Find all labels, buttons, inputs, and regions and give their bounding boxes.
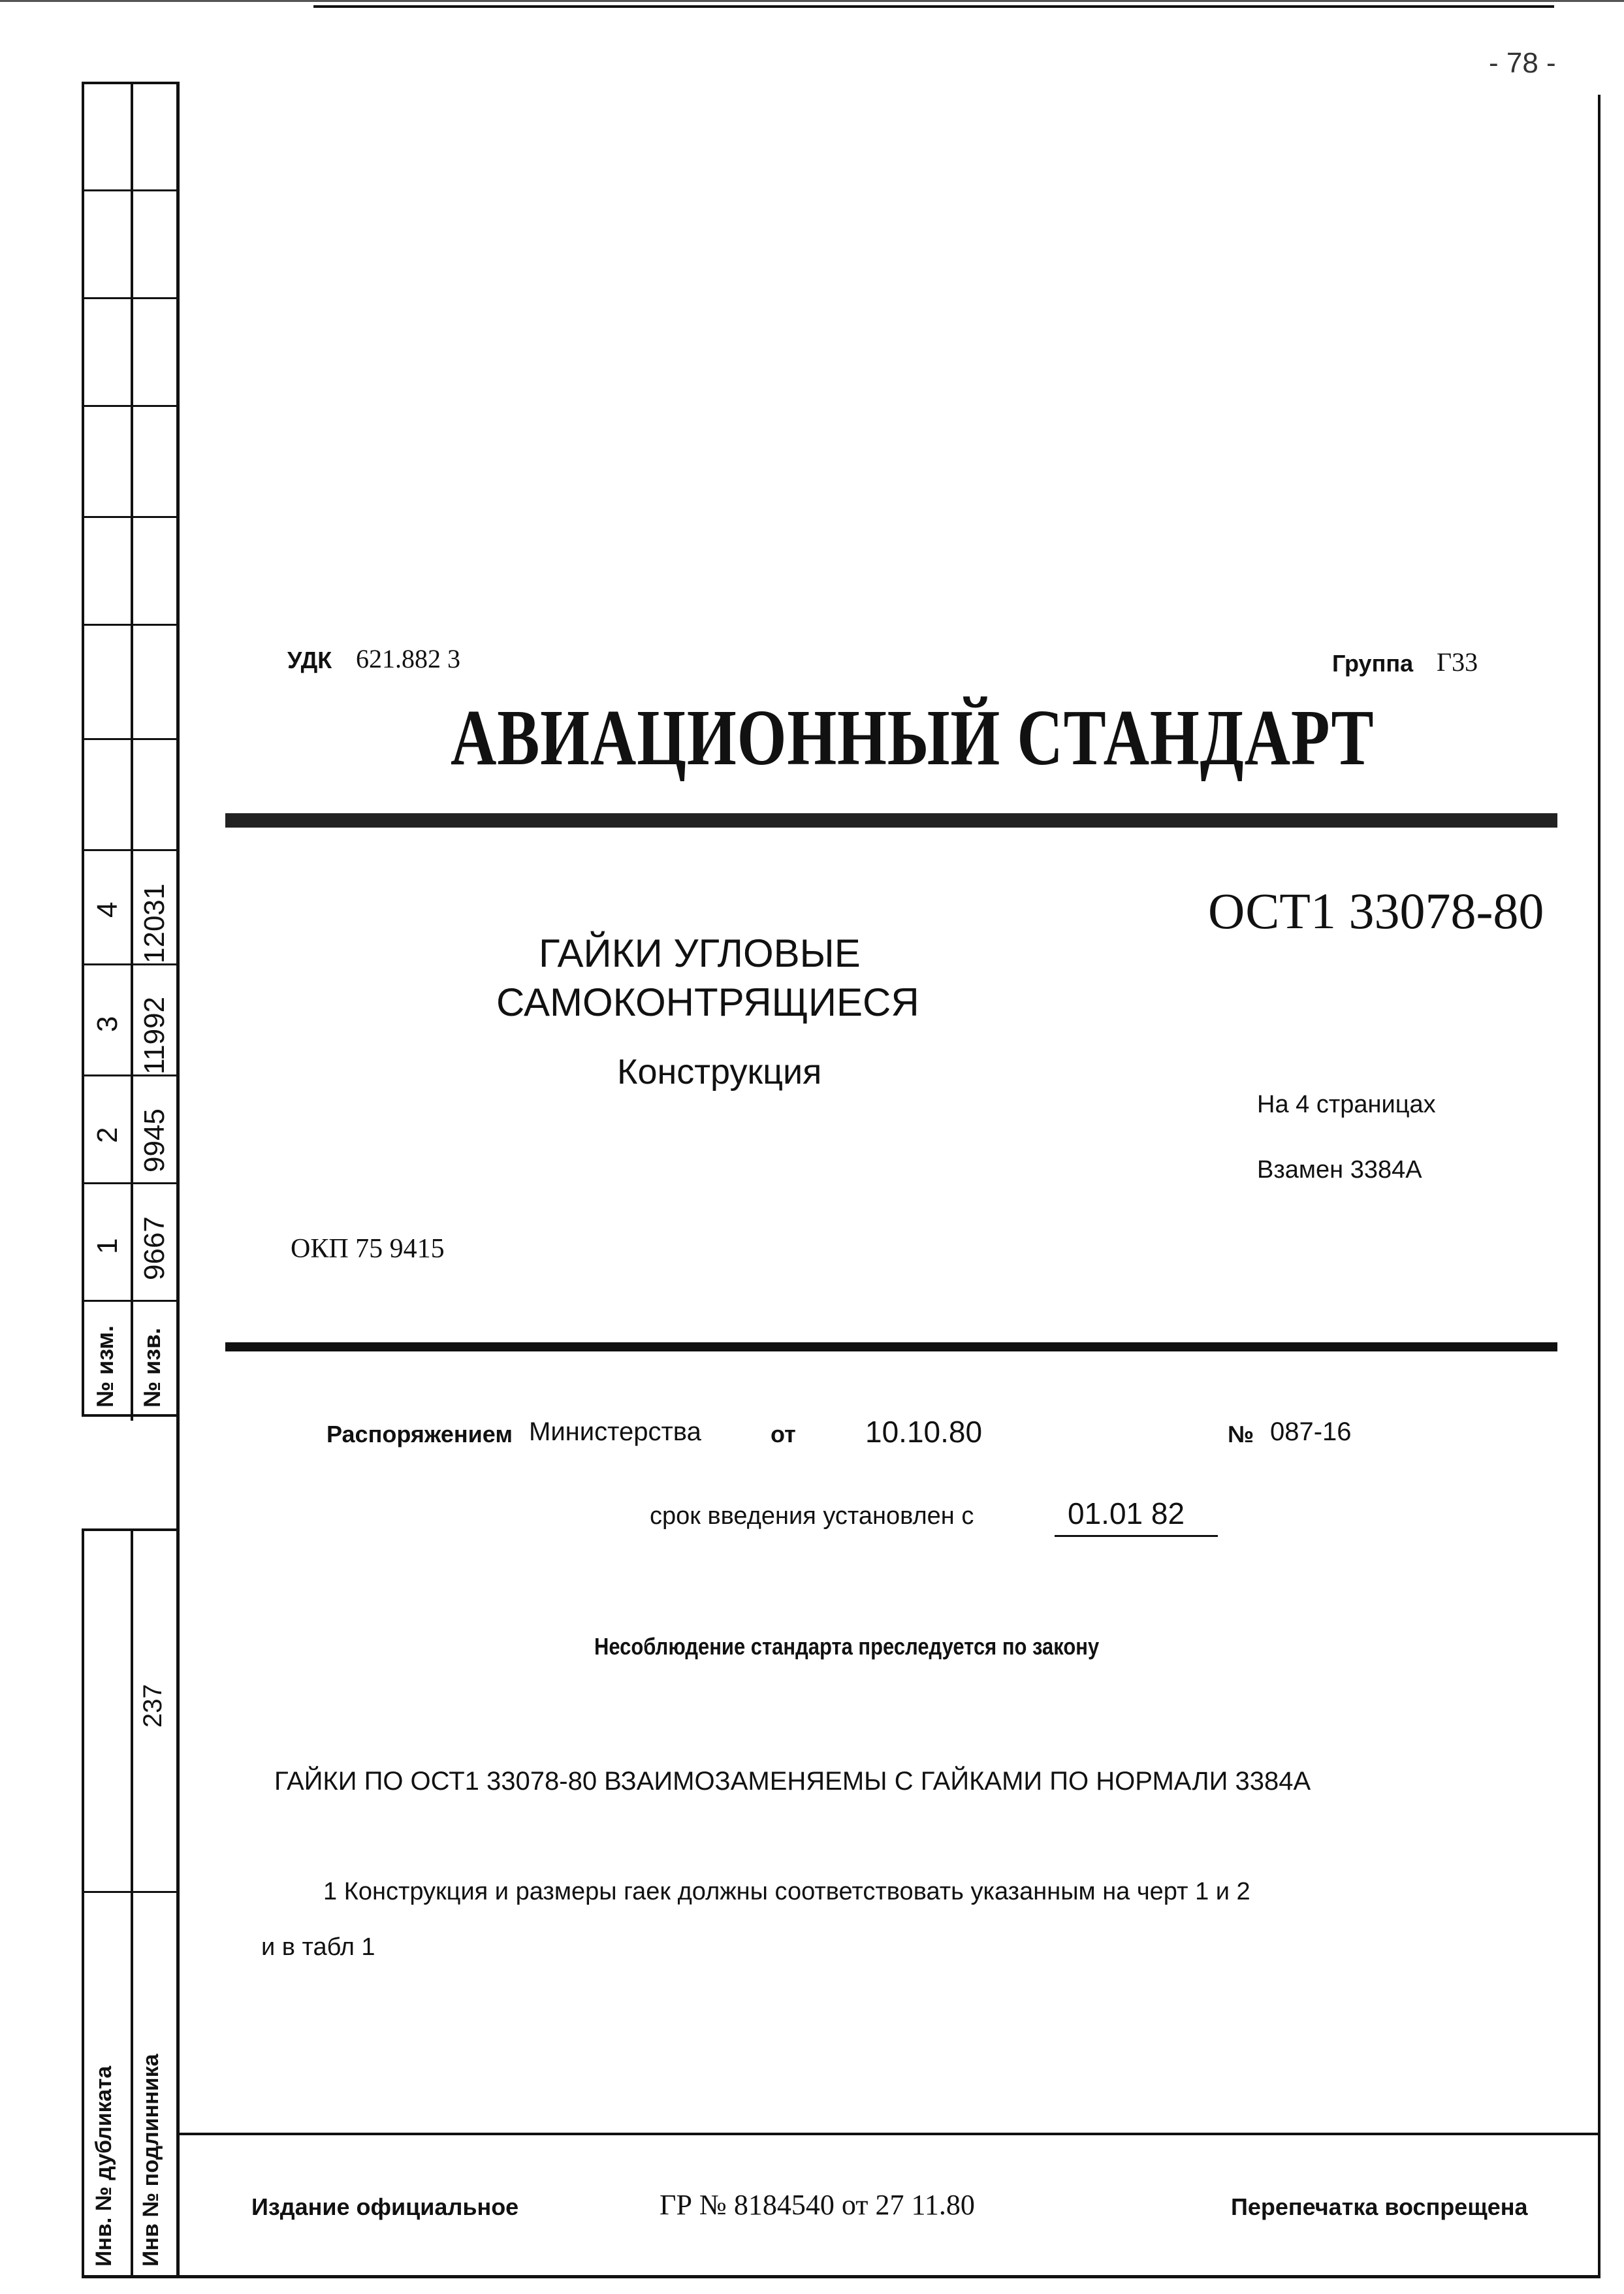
change-number: 4	[91, 901, 123, 918]
udk-value: 621.882 3	[356, 644, 460, 673]
standard-name-line1: ГАЙКИ УГЛОВЫЕ	[539, 931, 861, 975]
term-text: срок введения установлен с	[650, 1502, 974, 1530]
standard-code: ОСТ1 33078-80	[1208, 882, 1544, 939]
duplicate-inventory-label: Инв. № дубликата	[91, 2065, 116, 2267]
side-grid	[82, 405, 180, 407]
original-inventory-label: Инв № подлинника	[138, 2054, 163, 2267]
change-number: 1	[91, 1238, 123, 1254]
side-top	[82, 82, 180, 84]
order-ministry: Министерства	[529, 1417, 701, 1446]
okp: ОКП 75 9415	[291, 1234, 445, 1264]
term-date-underline	[1055, 1535, 1218, 1537]
footer-top-rule	[176, 2133, 1600, 2135]
side-grid	[82, 849, 180, 851]
standard-subtitle: Конструкция	[617, 1052, 822, 1091]
reprint-notice: Перепечатка воспрещена	[1231, 2193, 1528, 2220]
registration-number: ГР № 8184540 от 27 11.80	[660, 2189, 975, 2221]
side-lower-mid	[82, 1891, 180, 1893]
side-grid-bottom	[82, 1414, 180, 1417]
order-date: 10.10.80	[865, 1415, 983, 1449]
side-line-a	[82, 82, 84, 1414]
side-grid	[82, 1300, 180, 1302]
side-grid	[82, 963, 180, 965]
side-grid	[82, 297, 180, 299]
notice-number: 9667	[138, 1216, 170, 1280]
standard-name-line2: САМОКОНТРЯЩИЕСЯ	[496, 980, 919, 1024]
original-inventory-value: 237	[138, 1684, 167, 1728]
group-label: Группа	[1332, 650, 1414, 677]
side-grid	[82, 1182, 180, 1184]
term-date: 01.01 82	[1068, 1496, 1185, 1530]
side-grid	[82, 516, 180, 518]
notice-number: 11992	[138, 996, 170, 1074]
side-grid	[82, 1074, 180, 1076]
top-rule	[313, 5, 1554, 8]
side-line-b	[131, 82, 133, 1421]
notice-label: № изв.	[138, 1327, 165, 1408]
side-grid	[82, 189, 180, 191]
edition-label: Издание официальное	[251, 2193, 519, 2220]
legal-warning: Несоблюдение стандарта преследуется по закону	[594, 1633, 1100, 1660]
notice-number: 12031	[138, 883, 170, 963]
order-number: 087-16	[1270, 1417, 1352, 1446]
side-grid	[82, 738, 180, 740]
notice-number: 9945	[138, 1108, 170, 1172]
page-title: АВИАЦИОННЫЙ СТАНДАРТ	[451, 694, 1375, 782]
paragraph-1-line-1: 1 Конструкция и размеры гаек должны соответствовать указанным на черт 1 и 2	[323, 1878, 1250, 1905]
mid-rule	[225, 1342, 1557, 1351]
order-from-label: от	[771, 1421, 796, 1447]
side-lower-line-a	[82, 1528, 84, 2278]
frame-bottom	[82, 2275, 1600, 2278]
order-label: Распоряжением	[326, 1421, 513, 1447]
page-number: - 78 -	[1489, 47, 1556, 79]
udk-label: УДК	[287, 647, 332, 673]
frame-right	[1598, 95, 1600, 2276]
side-grid	[82, 624, 180, 626]
group-value: Г33	[1437, 647, 1478, 677]
change-label: № изм.	[91, 1325, 118, 1408]
change-number: 2	[91, 1127, 123, 1143]
paragraph-1-line-2: и в табл 1	[261, 1933, 375, 1961]
replaces: Взамен 3384А	[1257, 1156, 1422, 1184]
pages-count: На 4 страницах	[1257, 1091, 1436, 1118]
order-number-label: №	[1228, 1421, 1254, 1447]
frame-left	[176, 82, 180, 2276]
change-number: 3	[91, 1016, 123, 1032]
interchange-note: ГАЙКИ ПО ОСТ1 33078-80 ВЗАИМОЗАМЕНЯЕМЫ С ГАЙКАМИ ПО НОРМАЛИ 3384А	[274, 1767, 1311, 1796]
side-lower-line-b	[131, 1528, 133, 2278]
top-rule-2	[0, 0, 1624, 2]
title-rule	[225, 813, 1557, 828]
